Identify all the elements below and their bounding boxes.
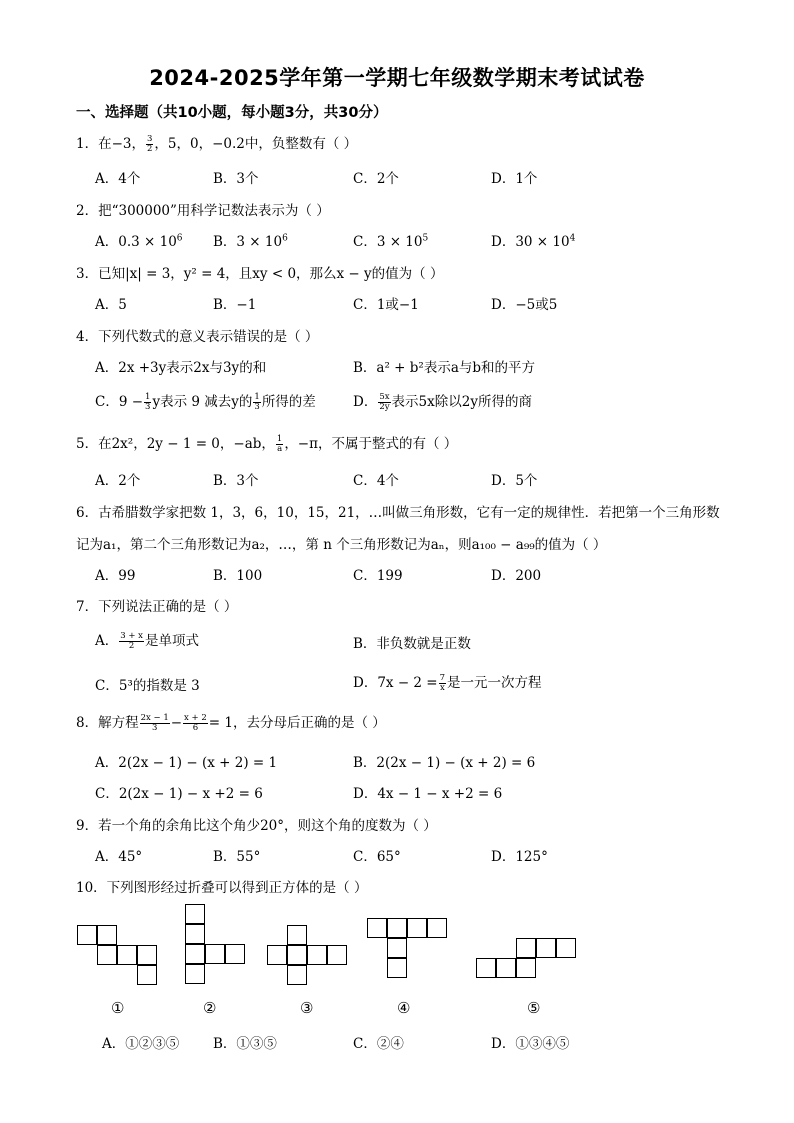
question-3: 3．已知|x| = 3，y² = 4，且xy < 0，那么x − y的值为（ ） [76, 266, 444, 282]
q10-option-c[interactable]: C．②④ [353, 1036, 404, 1052]
net-label-5: ⑤ [527, 999, 541, 1017]
q8-option-c[interactable]: C．2(2x − 1) − x +2 = 6 [95, 786, 263, 802]
q6-option-b[interactable]: B．100 [213, 568, 263, 584]
q1-stem-rest: ，5，0，−0.2中，负整数有（ ） [154, 136, 358, 152]
q10-option-d[interactable]: D．①③④⑤ [491, 1036, 570, 1052]
q8-option-d[interactable]: D．4x − 1 − x +2 = 6 [353, 786, 503, 802]
question-8: 8．解方程 $\frac{2x - 1}{3}$ − $\frac{x + 2}{6}$ = 1，去分母后正确的是（ ） [76, 713, 386, 733]
question-4: 4．下列代数式的意义表示错误的是（ ） [76, 329, 319, 345]
q8-option-b[interactable]: B．2(2x − 1) − (x + 2) = 6 [353, 755, 536, 771]
q7-option-b[interactable]: B．非负数就是正数 [353, 636, 471, 652]
question-2: 2．把“300000”用科学记数法表示为（ ） [76, 203, 330, 219]
net-label-2: ② [203, 999, 217, 1017]
q1-stem: 1．在−3， [76, 136, 145, 152]
q10-option-b[interactable]: B．①③⑤ [213, 1036, 277, 1052]
q2-option-b[interactable]: B．$3 \times 10^6$ [213, 233, 288, 250]
question-6-line-2: 记为a₁，第二个三角形数记为a₂，…，第 n 个三角形数记为aₙ，则a₁₀₀ − a₉₉的值为（ ） [76, 537, 607, 553]
q1-option-d[interactable]: D．1个 [491, 171, 538, 187]
question-7: 7．下列说法正确的是（ ） [76, 599, 238, 615]
q4-option-d[interactable]: D． $\frac{5x}{2y}$ 表示5x除以2y所得的商 [353, 392, 532, 412]
q4-option-a[interactable]: A．2x +3y表示2x与3y的和 [95, 360, 267, 376]
q7-option-d[interactable]: D．7x − 2 = $\frac{7}{x}$ 是一元一次方程 [353, 673, 542, 693]
q3-option-b[interactable]: B．−1 [213, 297, 257, 313]
q1-option-a[interactable]: A．4个 [95, 171, 141, 187]
q2-option-c[interactable]: C．$3 \times 10^5$ [353, 233, 429, 250]
q5-option-c[interactable]: C．4个 [353, 473, 399, 489]
q9-option-a[interactable]: A．45° [95, 849, 143, 865]
q10-option-a[interactable]: A．①②③⑤ [102, 1036, 180, 1052]
q4-option-c[interactable]: C．9 − $\frac{1}{3}$ y表示 9 减去y的 $\frac{1}{3}$ 所得的差 [95, 392, 316, 412]
q2-option-d[interactable]: D．$30 \times 10^4$ [491, 233, 576, 250]
q1-fraction: $\frac{3}{2}$ [147, 134, 153, 154]
net-label-1: ① [111, 999, 125, 1017]
q4-option-b[interactable]: B．a² + b²表示a与b和的平方 [353, 360, 536, 376]
q7-option-a[interactable]: A． $\frac{3 + x}{2}$ 是单项式 [95, 631, 199, 651]
q6-option-d[interactable]: D．200 [491, 568, 542, 584]
q8-option-a[interactable]: A．2(2x − 1) − (x + 2) = 1 [95, 755, 278, 771]
q2-option-a[interactable]: A．$0.3 \times 10^6$ [95, 233, 183, 250]
q5-option-d[interactable]: D．5个 [491, 473, 538, 489]
question-1 [76, 132, 357, 154]
q3-option-d[interactable]: D．−5或5 [491, 297, 558, 313]
question-10: 10．下列图形经过折叠可以得到正方体的是（ ） [76, 880, 368, 896]
q3-option-c[interactable]: C．1或−1 [353, 297, 419, 313]
question-6-line-1: 6．古希腊数学家把数 1，3，6，10，15，21，…叫做三角形数，它有一定的规律性．若把第一个三角形数 [76, 505, 720, 521]
q7-option-c[interactable]: C．5³的指数是 3 [95, 678, 200, 694]
q9-option-d[interactable]: D．125° [491, 849, 548, 865]
net-label-4: ④ [397, 999, 411, 1017]
net-label-3: ③ [300, 999, 314, 1017]
section-heading: 一、选择题（共10小题，每小题3分，共30分） [76, 105, 388, 121]
q9-option-c[interactable]: C．65° [353, 849, 401, 865]
q1-option-c[interactable]: C．2个 [353, 171, 399, 187]
exam-title: 2024-2025学年第一学期七年级数学期末考试试卷 [149, 66, 645, 90]
q3-option-a[interactable]: A．5 [95, 297, 127, 313]
question-9: 9．若一个角的余角比这个角少20°，则这个角的度数为（ ） [76, 818, 437, 834]
q5-option-a[interactable]: A．2个 [95, 473, 141, 489]
question-5: 5．在2x²，2y − 1 = 0，−ab， $\frac{1}{a}$ ，−π，不属于整式的有（ ） [76, 434, 458, 454]
q1-option-b[interactable]: B．3个 [213, 171, 259, 187]
q5-option-b[interactable]: B．3个 [213, 473, 259, 489]
q6-option-c[interactable]: C．199 [353, 568, 403, 584]
q6-option-a[interactable]: A．99 [95, 568, 136, 584]
q9-option-b[interactable]: B．55° [213, 849, 261, 865]
